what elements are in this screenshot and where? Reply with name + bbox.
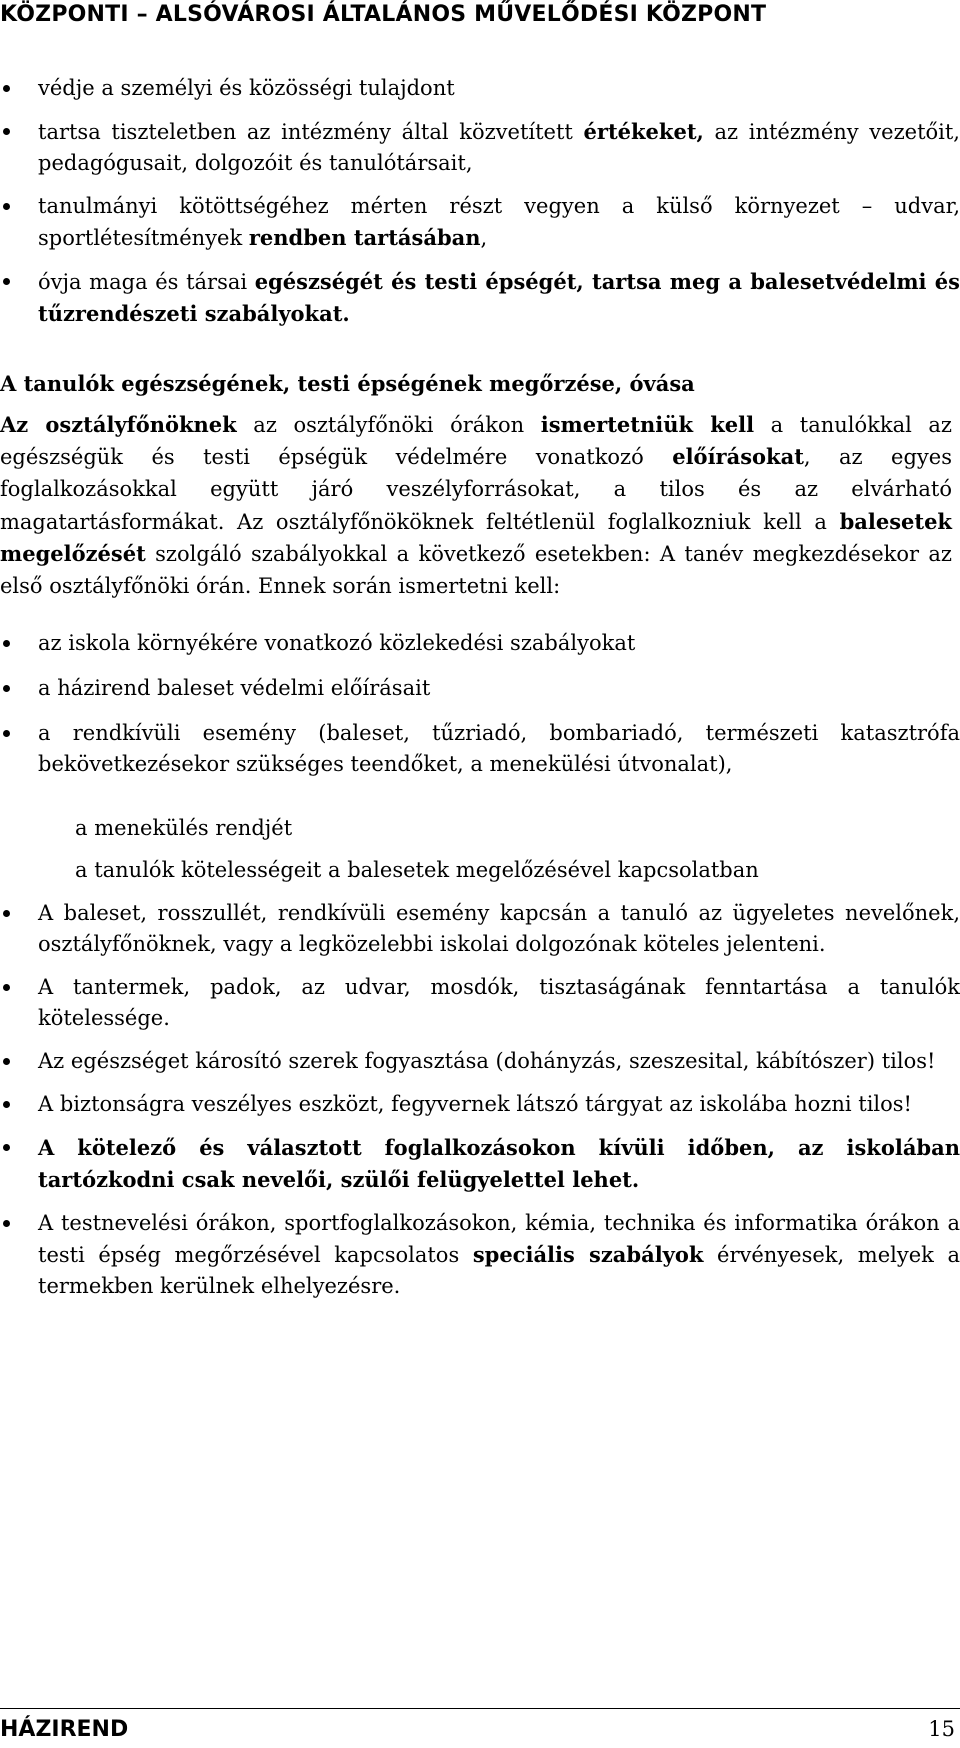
list-item: Az egészséget károsító szerek fogyasztása (dohányzás, szeszesital, kábítószer) tilos! xyxy=(0,1046,960,1077)
list-item: A baleset, rosszullét, rendkívüli esemény kapcsán a tanuló az ügyeletes nevelőnek, osztályfőnöknek, vagy a legközelebbi iskolai dolgozónak köteles jelenteni. xyxy=(0,898,960,960)
section-paragraph: Az osztályfőnöknek az osztályfőnöki órákon ismertetniük kell a tanulókkal az egészségük és testi épségük védelmére vonatkozó előírásokat, az egyes foglalkozásokkal együtt járó veszélyforrásokat, a tilos és az elvárható magatartásformákat. Az osztályfőnököknek feltétlenül foglalkozniuk kell a balesetek megelőzését szolgáló szabályokkal a következő esetekben: A tanév megkezdésekor az első osztályfőnöki órán. Ennek során ismertetni kell: xyxy=(0,412,952,599)
sub-item: a tanulók kötelességeit a balesetek megelőzésével kapcsolatban xyxy=(75,858,759,882)
footer-divider xyxy=(0,1708,960,1709)
list-item: A kötelező és választott foglalkozásokon kívüli időben, az iskolában tartózkodni csak nevelői, szülői felügyelettel lehet. xyxy=(0,1132,960,1196)
list-item: óvja maga és társai egészségét és testi épségét, tartsa meg a balesetvédelmi és tűzrendészeti szabályokat. xyxy=(0,266,960,330)
header-title: KÖZPONTI – ALSÓVÁROSI ÁLTALÁNOS MŰVELŐDÉSI KÖZPONT xyxy=(0,2,767,27)
rules-list xyxy=(0,898,960,1302)
list-item: tanulmányi kötöttségéhez mérten részt vegyen a külső környezet – udvar, sportlétesítmények rendben tartásában, xyxy=(0,191,960,254)
duties-list xyxy=(0,73,960,330)
sub-item: a menekülés rendjét xyxy=(75,816,293,840)
list-item: tartsa tiszteletben az intézmény által közvetített értékeket, az intézmény vezetőit, pedagógusait, dolgozóit és tanulótársait, xyxy=(0,116,960,179)
instruction-list xyxy=(0,628,960,780)
list-item: A tantermek, padok, az udvar, mosdók, tisztaságának fenntartása a tanulók kötelessége. xyxy=(0,972,960,1034)
list-item: az iskola környékére vonatkozó közlekedési szabályokat xyxy=(0,628,960,659)
page-number: 15 xyxy=(928,1717,955,1741)
list-item: A biztonságra veszélyes eszközt, fegyvernek látszó tárgyat az iskolába hozni tilos! xyxy=(0,1089,960,1120)
page-header xyxy=(0,2,960,27)
footer-title: HÁZIREND xyxy=(0,1717,129,1742)
section-heading: A tanulók egészségének, testi épségének megőrzése, óvása xyxy=(0,371,695,396)
list-item: a házirend baleset védelmi előírásait xyxy=(0,673,960,704)
list-item: védje a személyi és közösségi tulajdont xyxy=(0,73,960,104)
list-item: a rendkívüli esemény (baleset, tűzriadó, bombariadó, természeti katasztrófa bekövetkezésekor szükséges teendőket, a menekülési útvonalat), xyxy=(0,718,960,780)
list-item: A testnevelési órákon, sportfoglalkozásokon, kémia, technika és informatika órákon a testi épség megőrzésével kapcsolatos speciális szabályok érvényesek, melyek a termekben kerülnek elhelyezésre. xyxy=(0,1208,960,1302)
